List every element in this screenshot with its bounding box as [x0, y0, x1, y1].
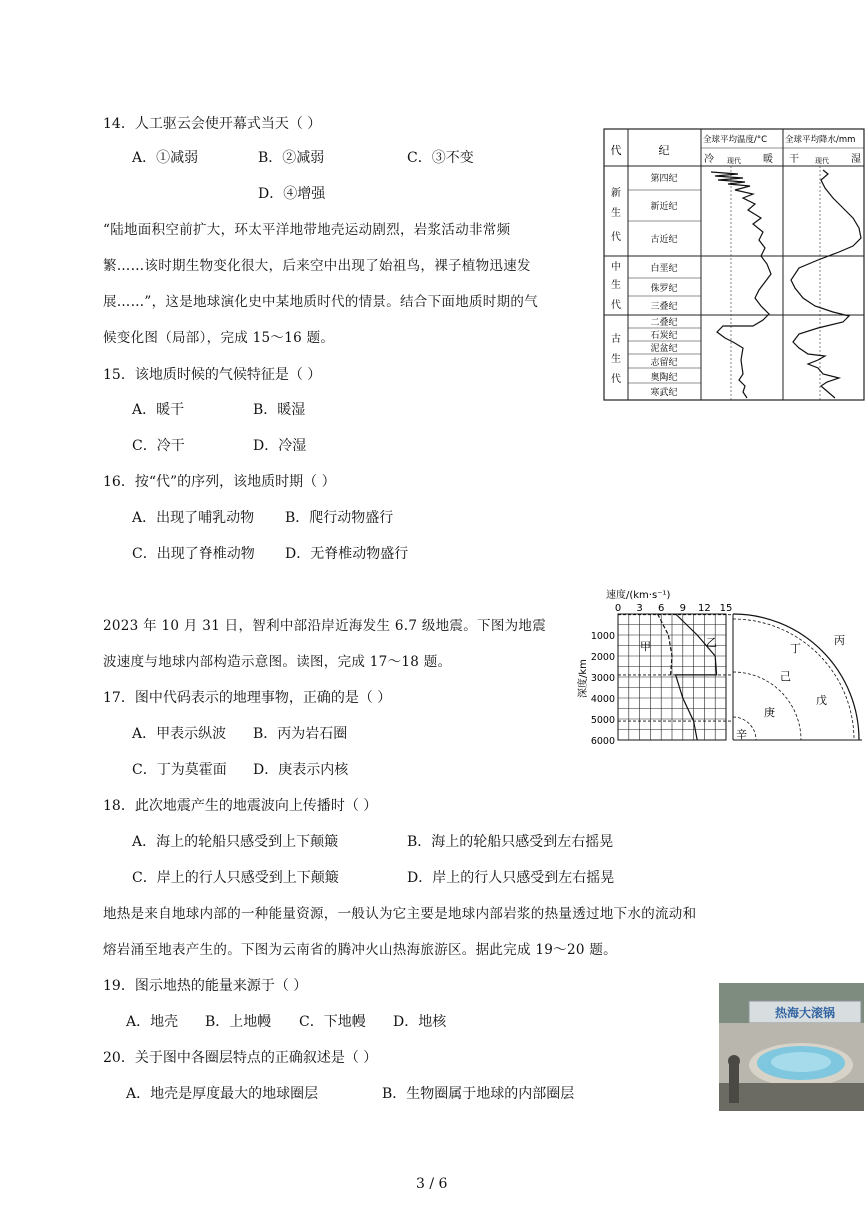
q20-option-a: A．地壳是厚度最大的地球圈层	[126, 1086, 319, 1102]
era-paleozoic-char3: 代	[611, 374, 621, 385]
q18-option-a: A．海上的轮船只感受到上下颠簸	[132, 834, 339, 850]
label-ding: 丁	[790, 642, 801, 655]
passage-15-line2: 繁……该时期生物变化很大，后来空中出现了始祖鸟，裸子植物迅速发	[103, 258, 531, 274]
q19-option-a: A．地壳	[126, 1014, 179, 1030]
q17-option-a: A．甲表示纵波	[132, 726, 227, 742]
period-triassic: 三叠纪	[650, 302, 678, 312]
passage-15-line1: “陆地面积空前扩大，环太平洋地带地壳运动剧烈，岩浆活动非常频	[103, 222, 511, 238]
period-carboniferous: 石炭纪	[650, 331, 678, 341]
q14-option-c: C．③不变	[407, 150, 474, 166]
q18-option-c: C．岸上的行人只感受到上下颠簸	[132, 870, 339, 886]
seismic-wave-diagram	[576, 586, 866, 746]
q18-stem: 18．此次地震产生的地震波向上传播时（ ）	[103, 798, 378, 814]
passage-17-line1: 2023 年 10 月 31 日，智利中部沿岸近海发生 6.7 级地震。下图为地震	[103, 618, 547, 634]
label-ji: 己	[780, 670, 791, 683]
q16-stem: 16．按“代”的序列，该地质时期（ ）	[103, 474, 336, 490]
q17-option-b: B．丙为岩石圈	[253, 726, 348, 742]
y-tick-label: 5000	[590, 715, 615, 726]
earth-surface-arc	[733, 614, 859, 740]
y-tick-label: 3000	[590, 673, 615, 684]
q16-option-a: A．出现了哺乳动物	[132, 510, 255, 526]
q14-option-a: A．①减弱	[132, 150, 199, 166]
seismic-grid	[618, 614, 732, 740]
period-cambrian: 寒武纪	[650, 388, 678, 398]
x-axis-title: 速度/(km·s⁻¹)	[606, 590, 671, 601]
period-neogene: 新近纪	[650, 202, 678, 212]
series-label-yi: 乙	[706, 636, 717, 649]
x-tick-label: 3	[636, 603, 643, 614]
period-permian: 二叠纪	[650, 318, 678, 328]
label-geng: 庚	[764, 706, 775, 719]
modern-label-temp: 现代	[727, 157, 741, 165]
era-mesozoic-char1: 中	[611, 262, 621, 273]
era-cenozoic-char1: 新	[611, 188, 621, 199]
q20-option-b: B．生物圈属于地球的内部圈层	[382, 1086, 575, 1102]
x-tick-label: 0	[614, 603, 622, 614]
passage-19-line1: 地热是来自地球内部的一种能量资源，一般认为它主要是地球内部岩浆的热量透过地下水的流动和	[103, 906, 697, 922]
label-bing: 丙	[834, 634, 845, 647]
passage-19-line2: 熔岩涌至地表产生的。下图为云南省的腾冲火山热海旅游区。据此完成 19～20 题。	[103, 942, 617, 958]
period-jurassic: 侏罗纪	[650, 284, 678, 294]
q15-option-c: C．冷干	[132, 438, 185, 454]
q19-option-b: B．上地幔	[205, 1014, 272, 1030]
q20-stem: 20．关于图中各圈层特点的正确叙述是（ ）	[103, 1050, 378, 1066]
period-paleogene: 古近纪	[650, 235, 678, 245]
y-tick-label: 6000	[590, 736, 615, 746]
q14-option-d: D．④增强	[258, 186, 326, 202]
series-line-jia	[658, 614, 672, 675]
q16-option-b: B．爬行动物盛行	[285, 510, 394, 526]
era-mesozoic-char3: 代	[611, 300, 621, 311]
series-label-jia: 甲	[640, 640, 651, 653]
label-wu: 戊	[816, 694, 827, 707]
wet-label: 湿	[851, 154, 861, 165]
page-number: 3 / 6	[416, 1176, 448, 1192]
period-quaternary: 第四纪	[650, 174, 678, 184]
era-paleozoic-char2: 生	[611, 354, 621, 365]
era-mesozoic-char2: 生	[611, 280, 621, 291]
q14-option-b: B．②减弱	[258, 150, 325, 166]
label-xin: 辛	[736, 728, 747, 741]
cold-label: 冷	[704, 154, 714, 165]
climate-change-chart	[603, 128, 865, 402]
q17-stem: 17．图中代码表示的地理事物，正确的是（ ）	[103, 690, 392, 706]
q15-option-d: D．冷湿	[253, 438, 307, 454]
q17-option-d: D．庚表示内核	[253, 762, 349, 778]
x-tick-label: 15	[719, 603, 733, 614]
q19-stem: 19．图示地热的能量来源于（ ）	[103, 978, 308, 994]
y-tick-label: 1000	[590, 631, 615, 642]
q16-option-c: C．出现了脊椎动物	[132, 546, 255, 562]
y-tick-label: 2000	[590, 652, 615, 663]
x-tick-label: 12	[698, 603, 711, 614]
era-cenozoic-char2: 生	[611, 208, 621, 219]
temp-header: 全球平均温度/°C	[703, 135, 768, 145]
q16-option-d: D．无脊椎动物盛行	[285, 546, 409, 562]
passage-15-line4: 候变化图（局部），完成 15～16 题。	[103, 330, 335, 346]
era-cenozoic-char3: 代	[611, 232, 621, 243]
q18-option-b: B．海上的轮船只感受到左右摇晃	[407, 834, 614, 850]
q18-option-d: D．岸上的行人只感受到左右摇晃	[407, 870, 615, 886]
warm-label: 暖	[763, 154, 773, 165]
q15-option-a: A．暖干	[132, 402, 185, 418]
q15-option-b: B．暖湿	[253, 402, 306, 418]
period-silurian: 志留纪	[650, 358, 678, 368]
dry-label: 干	[789, 154, 799, 165]
q17-option-c: C．丁为莫霍面	[132, 762, 227, 778]
temperature-curve	[711, 172, 771, 398]
period-cretaceous: 白垩纪	[650, 264, 678, 274]
passage-17-line2: 波速度与地球内部构造示意图。读图，完成 17～18 题。	[103, 654, 452, 670]
era-paleozoic-char1: 古	[611, 334, 621, 345]
q19-option-c: C．下地幔	[299, 1014, 366, 1030]
hot-spring-photo	[719, 983, 864, 1111]
passage-15-line3: 展……”，这是地球演化史中某地质时代的情景。结合下面地质时期的气	[103, 294, 539, 310]
y-tick-label: 4000	[590, 694, 615, 705]
x-tick-label: 9	[679, 603, 686, 614]
col-era-header: 代	[610, 144, 622, 157]
photo-sign: 热海大滚锅	[774, 1006, 836, 1020]
period-devonian: 泥盆纪	[650, 344, 678, 354]
precip-header: 全球平均降水/mm	[785, 135, 856, 145]
period-ordovician: 奥陶纪	[650, 373, 678, 383]
q15-stem: 15．该地质时候的气候特征是（ ）	[103, 367, 322, 383]
precipitation-curve	[791, 170, 861, 398]
col-period-header: 纪	[658, 144, 670, 157]
q14-stem: 14．人工驱云会使开幕式当天（ ）	[103, 116, 322, 132]
modern-label-precip: 现代	[815, 157, 829, 165]
x-tick-label: 6	[658, 603, 665, 614]
y-axis-title: 深度/km	[578, 659, 589, 698]
q19-option-d: D．地核	[393, 1014, 447, 1030]
